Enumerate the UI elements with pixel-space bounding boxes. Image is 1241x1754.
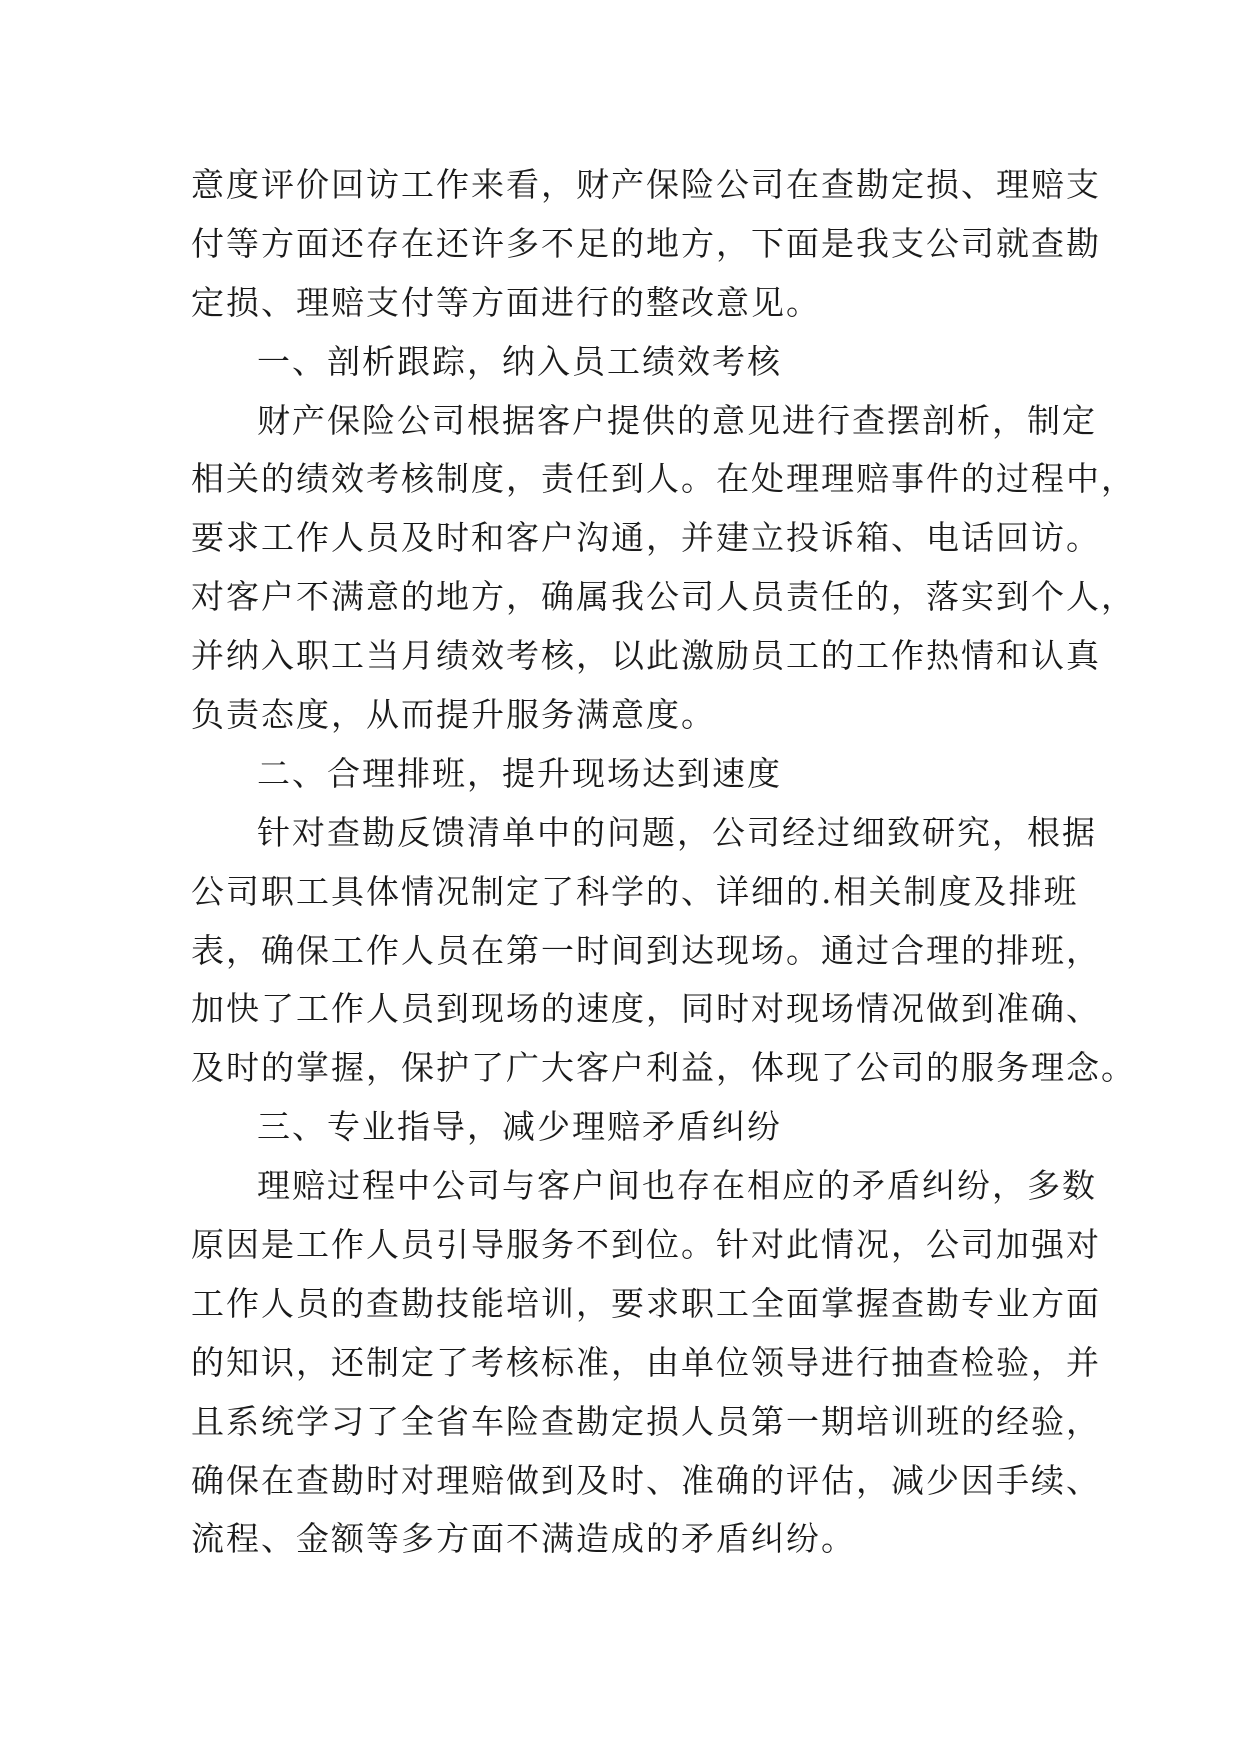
paragraph-line: 表，确保工作人员在第一时间到达现场。通过合理的排班， xyxy=(191,930,1101,970)
section-heading-3: 三、专业指导，减少理赔矛盾纠纷 xyxy=(257,1107,782,1147)
paragraph-line: 定损、理赔支付等方面进行的整改意见。 xyxy=(191,282,821,322)
paragraph-line: 及时的掌握，保护了广大客户利益，体现了公司的服务理念。 xyxy=(191,1048,1136,1088)
paragraph-line: 负责态度，从而提升服务满意度。 xyxy=(191,695,716,735)
paragraph-line: 付等方面还存在还许多不足的地方，下面是我支公司就查勘 xyxy=(191,223,1101,263)
paragraph-line: 确保在查勘时对理赔做到及时、准确的评估，减少因手续、 xyxy=(191,1460,1101,1500)
paragraph-line: 原因是工作人员引导服务不到位。针对此情况，公司加强对 xyxy=(191,1225,1101,1265)
section-heading-1: 一、剖析跟踪，纳入员工绩效考核 xyxy=(257,341,782,381)
paragraph-line: 针对查勘反馈清单中的问题，公司经过细致研究，根据 xyxy=(257,812,1097,852)
paragraph-line: 公司职工具体情况制定了科学的、详细的.相关制度及排班 xyxy=(191,871,1079,911)
document-body xyxy=(191,156,1136,1569)
paragraph-line: 的知识，还制定了考核标准，由单位领导进行抽查检验，并 xyxy=(191,1342,1101,1382)
paragraph-line: 对客户不满意的地方，确属我公司人员责任的，落实到个人， xyxy=(191,577,1136,617)
paragraph-line: 要求工作人员及时和客户沟通，并建立投诉箱、电话回访。 xyxy=(191,518,1101,558)
paragraph-line: 工作人员的查勘技能培训，要求职工全面掌握查勘专业方面 xyxy=(191,1283,1101,1323)
paragraph-line: 财产保险公司根据客户提供的意见进行查摆剖析，制定 xyxy=(257,400,1097,440)
paragraph-line: 流程、金额等多方面不满造成的矛盾纠纷。 xyxy=(191,1519,856,1559)
section-heading-2: 二、合理排班，提升现场达到速度 xyxy=(257,753,782,793)
paragraph-line: 加快了工作人员到现场的速度，同时对现场情况做到准确、 xyxy=(191,989,1101,1029)
paragraph-line: 意度评价回访工作来看，财产保险公司在查勘定损、理赔支 xyxy=(191,165,1101,204)
paragraph-line: 相关的绩效考核制度，责任到人。在处理理赔事件的过程中， xyxy=(191,459,1136,499)
paragraph-line: 并纳入职工当月绩效考核，以此激励员工的工作热情和认真 xyxy=(191,636,1101,676)
paragraph-line: 且系统学习了全省车险查勘定损人员第一期培训班的经验， xyxy=(191,1401,1101,1441)
paragraph-line: 理赔过程中公司与客户间也存在相应的矛盾纠纷，多数 xyxy=(257,1166,1097,1206)
